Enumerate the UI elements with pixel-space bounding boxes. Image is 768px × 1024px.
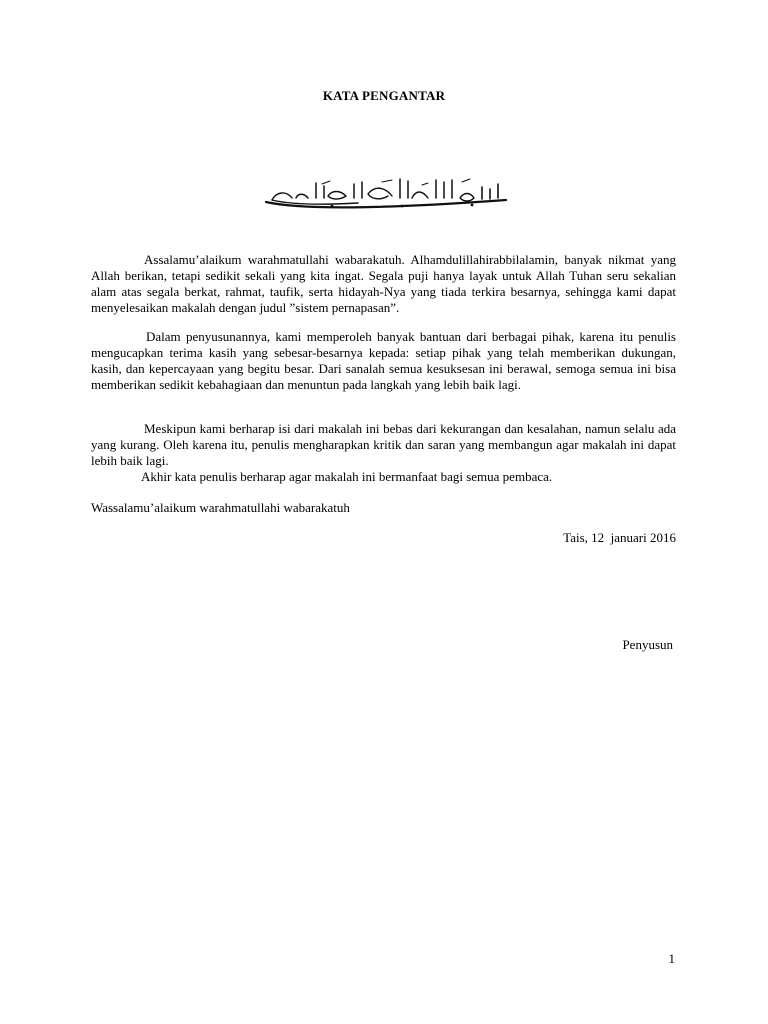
closing-greeting: Wassalamu’alaikum warahmatullahi wabarakatuh [91, 500, 350, 515]
place-date: Tais, 12 januari 2016 [563, 530, 676, 545]
paragraph-1: Assalamu’alaikum warahmatullahi wabarakatuh. Alhamdulillahirabbilalamin, banyak nikmat yang Allah berikan, tetapi sedikit sekali yang kita ingat. Segala puji hanya layak untuk Allah Tuhan seru sekalian alam atas segala berkat, rahmat, taufik, serta hidayah-Nya yang tiada terkira besarnya, sehingga kami dapat menyelesaikan makalah dengan judul ”sistem pernapasan”. [91, 252, 676, 315]
author-signature: Penyusun [622, 637, 673, 652]
paragraph-3: Meskipun kami berharap isi dari makalah ini bebas dari kekurangan dan kesalahan, namun selalu ada yang kurang. Oleh karena itu, penulis mengharapkan kritik dan saran yang membangun agar makalah ini dapat lebih baik lagi. [91, 421, 676, 468]
page-title: KATA PENGANTAR [322, 88, 446, 103]
paragraph-4: Akhir kata penulis berharap agar makalah ini bermanfaat bagi semua pembaca. [141, 469, 553, 484]
bismillah-calligraphy [262, 176, 510, 210]
paragraph-2: Dalam penyusunannya, kami memperoleh banyak bantuan dari berbagai pihak, karena itu penulis mengucapkan terima kasih yang sebesar-besarnya kepada: setiap pihak yang telah memberikan dukungan, kasih, dan kepercayaan yang begitu besar. Dari sanalah semua kesuksesan ini berawal, semoga semua ini bisa memberikan sedikit kebahagiaan dan menuntun pada langkah yang lebih baik lagi. [91, 329, 676, 392]
page-number: 1 [668, 951, 675, 966]
